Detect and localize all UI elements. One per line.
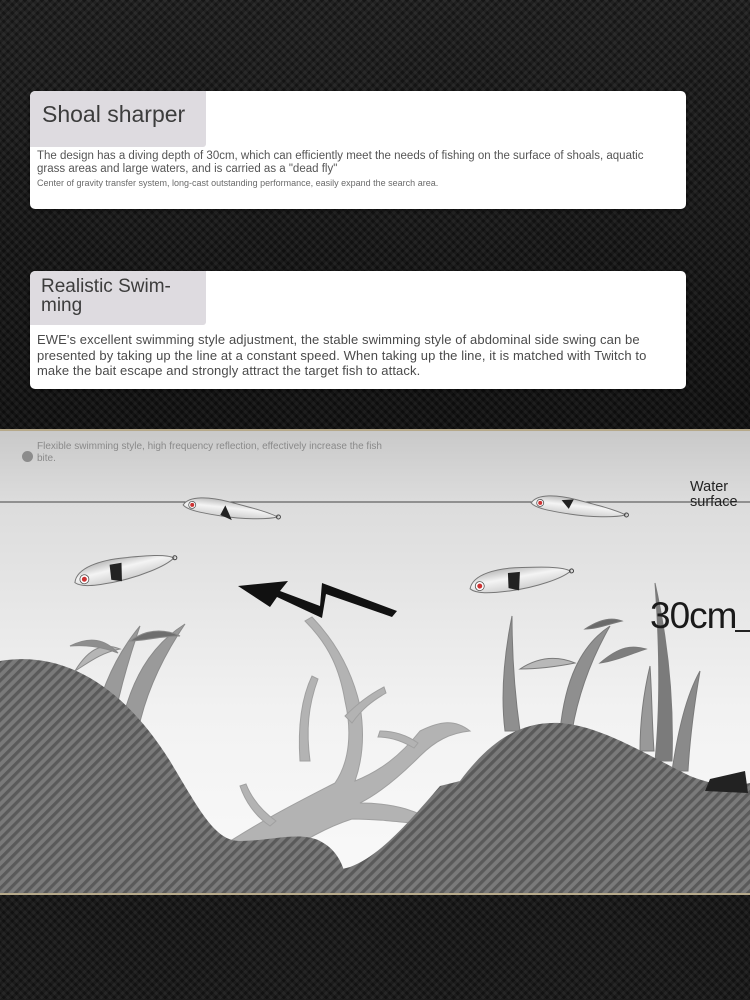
water-surface-label: Water surface [690,479,738,510]
card-title: Shoal sharper [42,101,186,127]
feature-card-shoal-sharper [30,91,686,209]
scene-caption: Flexible swimming style, high frequency reflection, effectively increase the fish bite. [37,441,382,464]
card-description: The design has a diving depth of 30cm, which can efficiently meet the needs of fishing on the surface of shoals, aquatic grass areas and large waters, and is carried as a "dead fly" [37,150,644,175]
feature-card-realistic-swimming [30,271,686,389]
underwater-illustration [0,431,750,895]
card-title-tab [30,271,206,325]
card-title-tab [30,91,206,147]
card-description: EWE's excellent swimming style adjustment, the stable swimming style of abdominal side swing can be presented by taking up the line at a constant speed. When taking up the line, it is matched with Twitch to make the bait escape and strongly attract the target fish to attack. [37,332,647,378]
depth-label: 30cm [650,595,737,636]
card-subtext: Center of gravity transfer system, long-cast outstanding performance, easily expand the search area. [37,178,439,188]
card-title: Realistic Swim- ming [41,276,171,316]
bullet-dot-icon [22,451,33,462]
underwater-diagram [0,429,750,895]
